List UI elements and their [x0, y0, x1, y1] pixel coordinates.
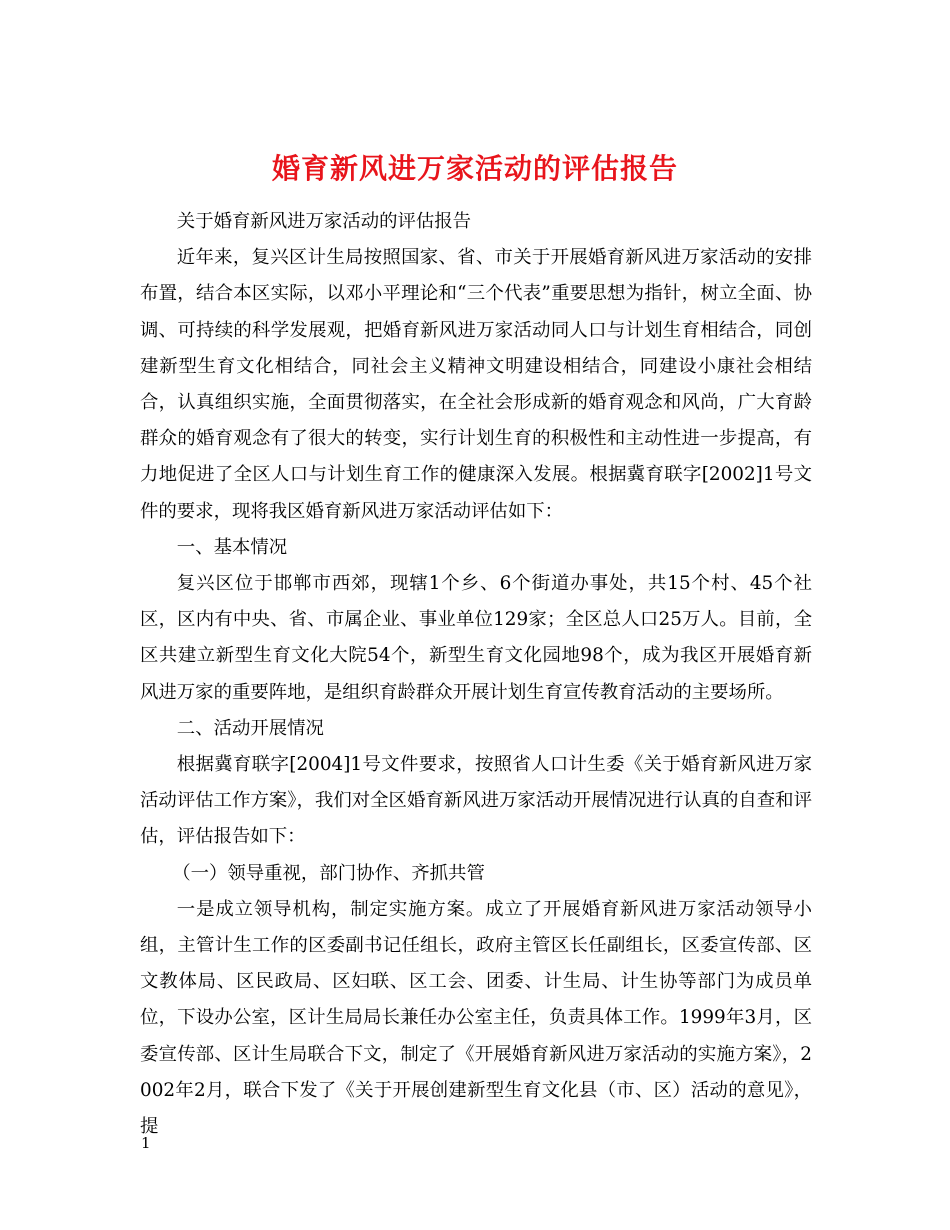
subsection-heading-leadership: （一）领导重视，部门协作、齐抓共管 [172, 862, 485, 884]
paragraph-basic-situation: 复兴区位于邯郸市西郊，现辖1个乡、6个街道办事处，共15个村、45个社区，区内有中央、省、市属企业、事业单位129家；全区总人口25万人。目前，全区共建立新型生育文化大院54个，新型生育文化园地98个，成为我区开展婚育新风进万家的重要阵地，是组织育龄群众开展计划生育宣传教育活动的主要场所。 [140, 573, 812, 703]
document-title: 婚育新风进万家活动的评估报告 [271, 151, 678, 185]
section-heading-basic-situation: 一、基本情况 [176, 536, 288, 558]
document-body [140, 204, 812, 1145]
paragraph-leadership: 一是成立领导机构，制定实施方案。成立了开展婚育新风进万家活动领导小组，主管计生工作的区委副书记任组长，政府主管区长任副组长，区委宣传部、区文教体局、区民政局、区妇联、区工会、团委、计生局、计生协等部门为成员单位，下设办公室，区计生局局长兼任办公室主任，负责具体工作。1999年3月，区委宣传部、区计生局联合下文，制定了《开展婚育新风进万家活动的实施方案》，2002年2月，联合下发了《关于开展创建新型生育文化县（市、区）活动的意见》，提 [140, 898, 812, 1138]
section-heading-activities: 二、活动开展情况 [176, 717, 324, 739]
paragraph-subtitle: 关于婚育新风进万家活动的评估报告 [176, 211, 472, 232]
page-number: 1 [141, 1134, 151, 1152]
paragraph-introduction: 近年来，复兴区计生局按照国家、省、市关于开展婚育新风进万家活动的安排布置，结合本区实际，以邓小平理论和“三个代表”重要思想为指针，树立全面、协调、可持续的科学发展观，把婚育新风进万家活动同人口与计划生育相结合，同创建新型生育文化相结合，同社会主义精神文明建设相结合，同建设小康社会相结合，认真组织实施，全面贯彻落实，在全社会形成新的婚育观念和风尚，广大育龄群众的婚育观念有了很大的转变，实行计划生育的积极性和主动性进一步提高，有力地促进了全区人口与计划生育工作的健康深入发展。根据冀育联字[2002]1号文件的要求，现将我区婚育新风进万家活动评估如下： [140, 247, 812, 522]
paragraph-activities: 根据冀育联字[2004]1号文件要求，按照省人口计生委《关于婚育新风进万家活动评估工作方案》，我们对全区婚育新风进万家活动开展情况进行认真的自查和评估，评估报告如下： [140, 754, 812, 848]
